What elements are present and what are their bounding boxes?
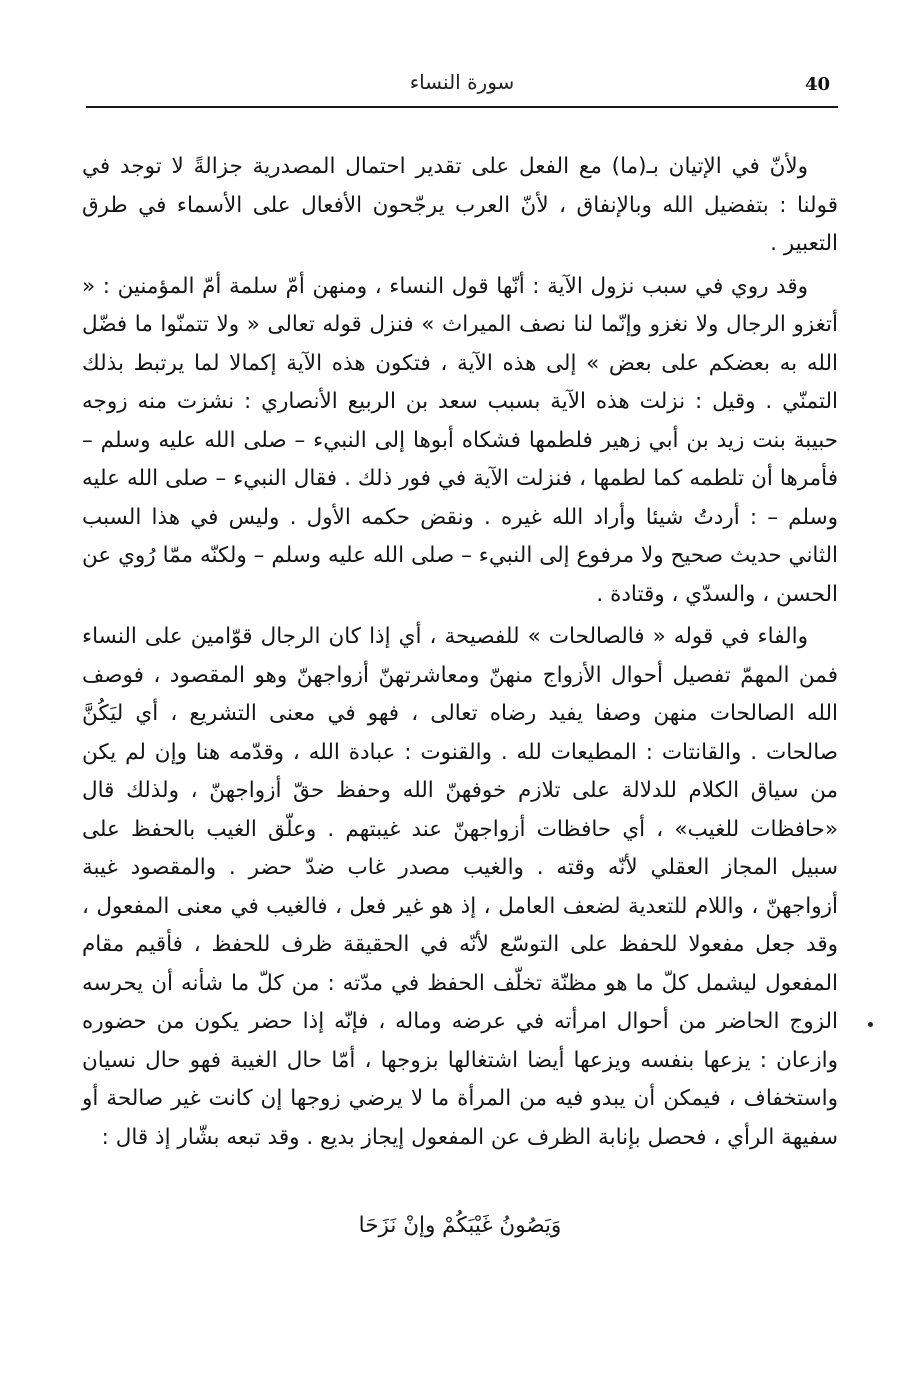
margin-dot	[868, 1022, 873, 1027]
paragraph-2: وقد روي في سبب نزول الآية : أنّها قول النساء ، ومنهن أمّ سلمة أمّ المؤمنين : « أتغزو الرجال ولا نغزو وإنّما لنا نصف الميراث » فنزل قوله تعالى « ولا تتمنّوا ما فضّل الله به بعضكم على بعض » إلى هذه الآية ، فتكون هذه الآية إكمالا لما يرتبط بذلك التمنّي . وقيل : نزلت هذه الآية بسبب سعد بن الربيع الأنصاري : نشزت منه زوجه حبيبة بنت زيد بن أبي زهير فلطمها فشكاه أبوها إلى النبيء – صلى الله عليه وسلم – فأمرها أن تلطمه كما لطمها ، فنزلت الآية في فور ذلك . فقال النبيء – صلى الله عليه وسلم – : أردتُ شيئا وأراد الله غيره . ونقض حكمه الأول . وليس في هذا السبب الثاني حديث صحيح ولا مرفوع إلى النبيء – صلى الله عليه وسلم – ولكنّه ممّا رُوي عن الحسن ، والسدّي ، وقتادة .	[82, 273, 838, 607]
poetry-verse: وَيَصُونُ غَيْبَكُمْ وإنْ نَزَحَا	[358, 1213, 562, 1238]
paragraph-1: ولأنّ في الإتيان بـ(ما) مع الفعل على تقدير احتمال المصدرية جزالةً لا توجد في قولنا : بتفضيل الله وبالإنفاق ، لأنّ العرب يرجّحون الأفعال على الأسماء في طرق التعبير .	[82, 154, 838, 256]
header-rule	[86, 106, 838, 108]
body-text	[82, 148, 838, 1157]
page-number: 40	[804, 74, 830, 95]
paragraph-3: والفاء في قوله « فالصالحات » للفصيحة ، أي إذا كان الرجال قوّامين على النساء فمن المهمّ تفصيل أحوال الأزواج منهنّ ومعاشرتهنّ أزواجهنّ وهو المقصود ، فوصف الله الصالحات منهن وصفا يفيد رضاه تعالى ، فهو في معنى التشريع ، أي ليَكُنَّ صالحات . والقانتات : المطيعات لله . والقنوت : عبادة الله ، وقدّمه هنا وإن لم يكن من سياق الكلام للدلالة على تلازم خوفهنّ الله وحفظ حقّ أزواجهنّ ، ولذلك قال «حافظات للغيب» ، أي حافظات أزواجهنّ عند غيبتهم . وعلّق الغيب بالحفظ على سبيل المجاز العقلي لأنّه وقته . والغيب مصدر غاب ضدّ حضر . والمقصود غيبة أزواجهنّ ، واللام للتعدية لضعف العامل ، إذ هو غير فعل ، فالغيب في معنى المفعول ، وقد جعل مفعولا للحفظ على التوسّع لأنّه في الحقيقة ظرف للحفظ ، فأقيم مقام المفعول ليشمل كلّ ما هو مظنّة تخلّف الحفظ في مدّته : من كلّ ما شأنه أن يحرسه الزوج الحاضر من أحوال امرأته في عرضه وماله ، فإنّه إذا حضر يكون من حضوره وازعان : يزعها بنفسه ويزعها أيضا اشتغالها بزوجها ، أمّا حال الغيبة فهو حال نسيان واستخفاف ، فيمكن أن يبدو فيه من المرأة ما لا يرضي زوجها إن كانت غير صالحة أو سفيهة الرأي ، فحصل بإنابة الظرف عن المفعول إيجاز بديع . وقد تبعه بشّار إذ قال :	[82, 624, 838, 1150]
running-title: سورة النساء	[409, 70, 515, 94]
page-header	[86, 66, 838, 106]
